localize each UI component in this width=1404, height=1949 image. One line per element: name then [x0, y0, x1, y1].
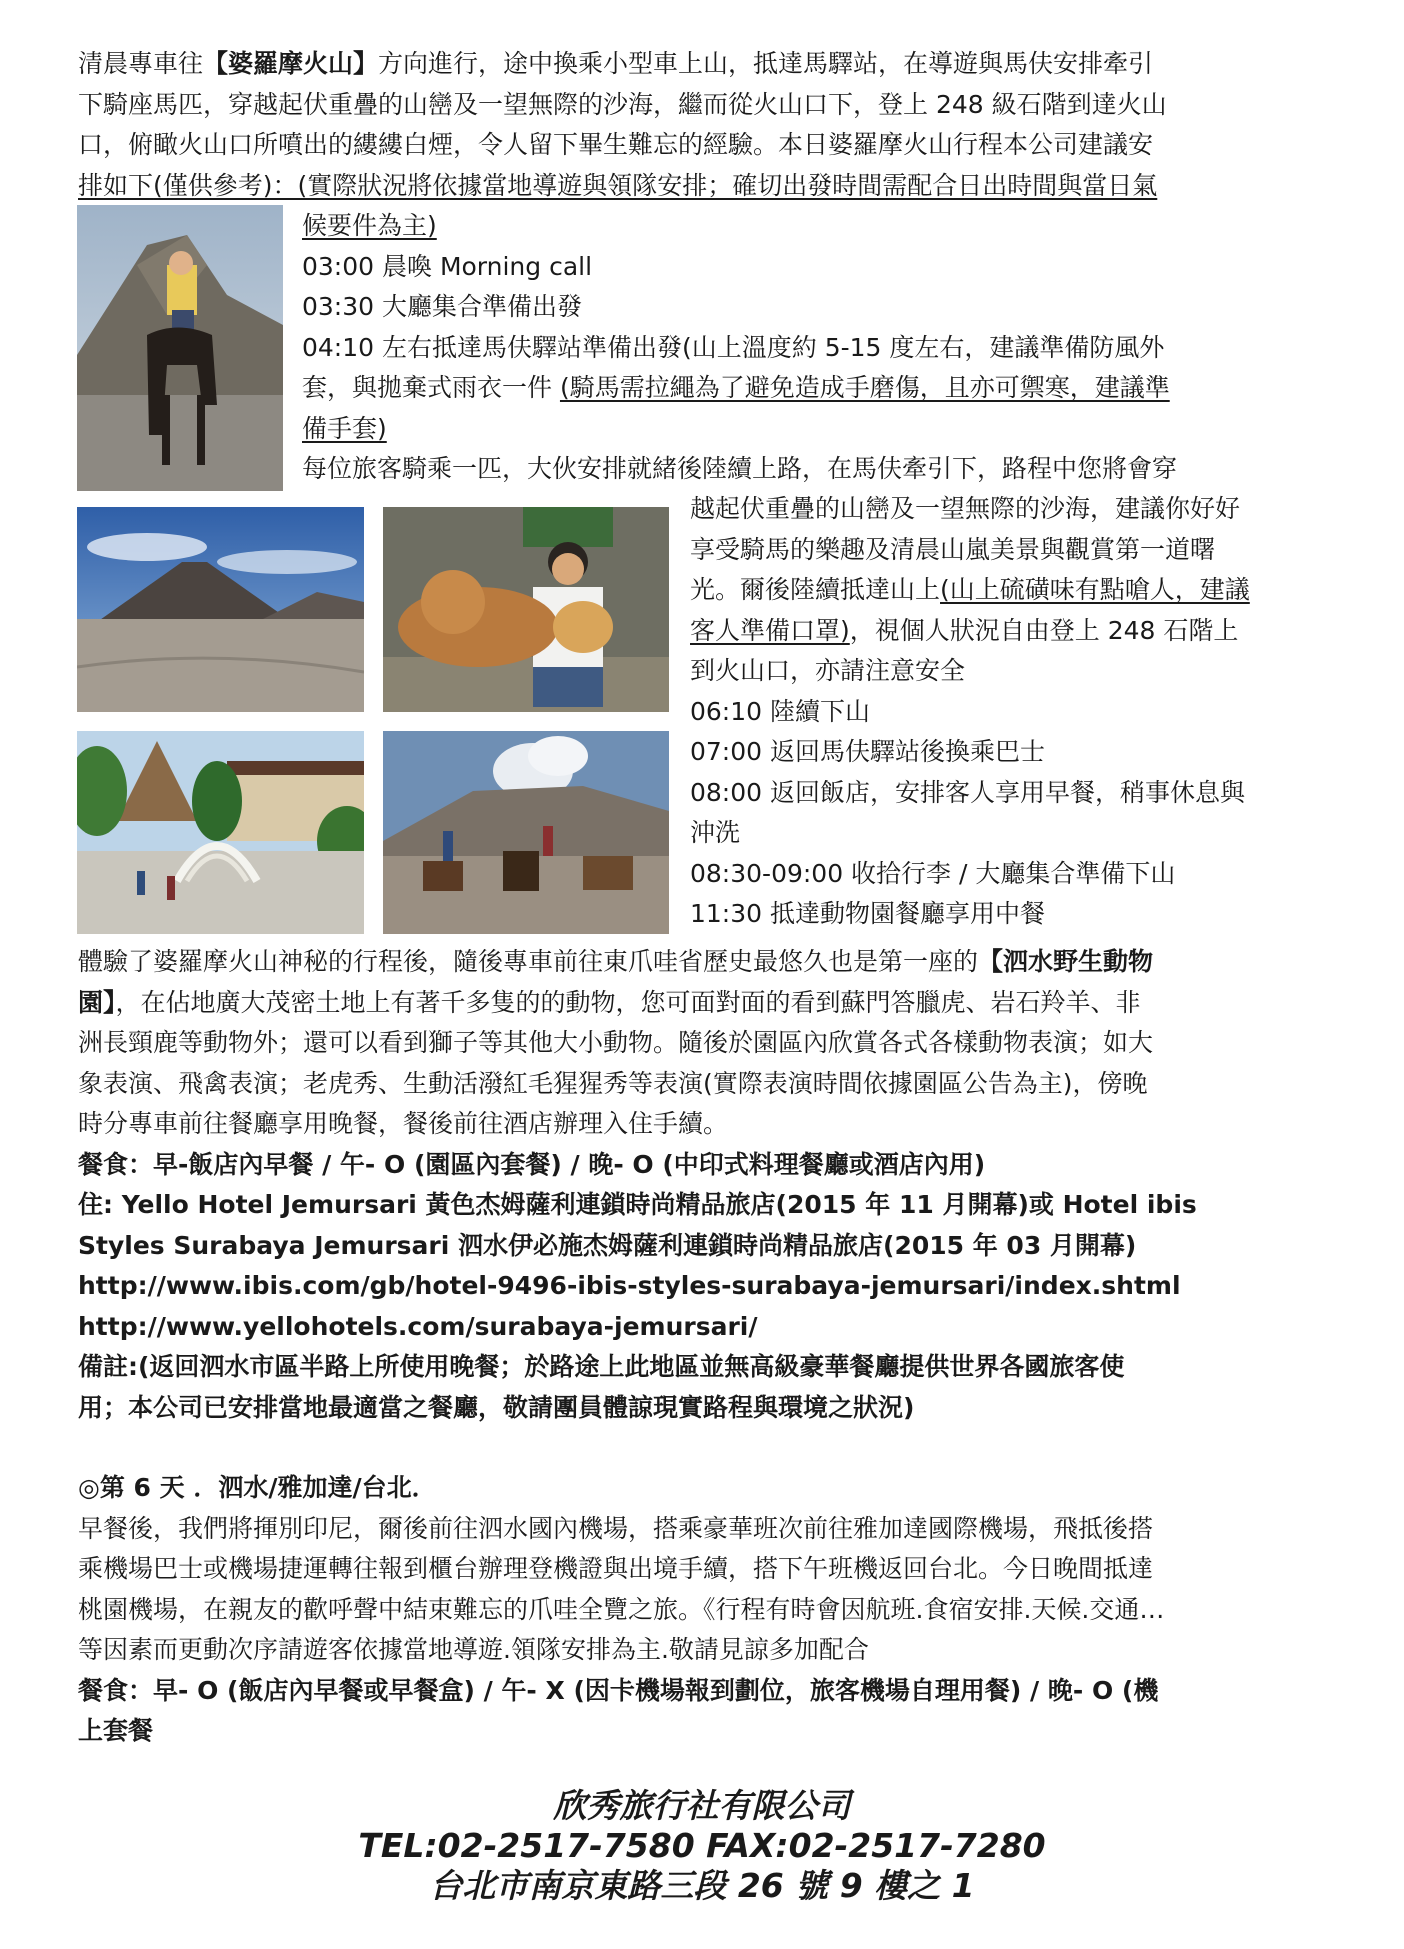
- hotel-url-yello: http://www.yellohotels.com/surabaya-jemursari/: [78, 1311, 758, 1341]
- day5-note-2: 用；本公司已安排當地最適當之餐廳，敬請團員體諒現實路程與環境之狀況): [78, 1392, 915, 1422]
- schedule-morning: [302, 206, 1177, 490]
- ride-cont-2: 享受騎馬的樂趣及清晨山嵐美景與觀賞第一道曙: [690, 534, 1216, 564]
- ride-cont-3: 光。爾後陸續抵達山上(山上硫磺味有點嗆人，建議: [690, 575, 1250, 604]
- zoo-line-4: 象表演、飛禽表演；老虎秀、生動活潑紅毛猩猩秀等表演(實際表演時間依據園區公告為主)，傍晚: [78, 1068, 1148, 1098]
- photo-bromo-volcano: [77, 507, 364, 712]
- schedule-0330: 03:30 大廳集合準備出發: [302, 292, 582, 321]
- photo-zoo-park: [77, 731, 364, 934]
- schedule-1130: 11:30 抵達動物園餐廳享用中餐: [690, 899, 1045, 928]
- photo-lion-cubs: [383, 507, 669, 712]
- ride-cont-4: 客人準備口罩)，視個人狀況自由登上 248 石階上: [690, 615, 1239, 645]
- zoo-line-2: 園】，在佔地廣大茂密土地上有著千多隻的的動物，您可面對面的看到蘇門答臘虎、岩石羚羊、非: [78, 987, 1141, 1017]
- intro-paragraph: [78, 44, 1167, 206]
- schedule-0800: 08:00 返回飯店，安排客人享用早餐，稍事休息與: [690, 777, 1245, 807]
- schedule-0610: 06:10 陸續下山: [690, 696, 870, 726]
- intro-line-3: 口，俯瞰火山口所噴出的縷縷白煙，令人留下畢生難忘的經驗。本日婆羅摩火山行程本公司建議安: [78, 130, 1154, 159]
- intro-line-5: 候要件為主): [302, 211, 437, 240]
- day5-hotel-1: 住: Yello Hotel Jemursari 黃色杰姆薩利連鎖時尚精品旅店(2015 年 11 月開幕)或 Hotel ibis: [78, 1190, 1197, 1219]
- hotel-url-ibis: http://www.ibis.com/gb/hotel-9496-ibis-styles-surabaya-jemursari/index.shtml: [78, 1271, 1181, 1300]
- schedule-summit: [690, 489, 1250, 935]
- schedule-0800-cont: 沖洗: [690, 818, 741, 847]
- schedule-0410: 04:10 左右抵達馬伕驛站準備出發(山上溫度約 5-15 度左右，建議準備防風外: [302, 332, 1165, 362]
- photo-horse-rider: [77, 205, 283, 491]
- day6-line-4: 等因素而更動次序請遊客依據當地導遊.領隊安排為主.敬請見諒多加配合: [78, 1635, 869, 1664]
- intro-line-4: 排如下(僅供參考)：(實際狀況將依據當地導遊與領隊安排；確切出發時間需配合日出時間與當日氣: [78, 170, 1158, 200]
- day5-note-1: 備註:(返回泗水市區半路上所使用晚餐；於路途上此地區並無高級豪華餐廳提供世界各國旅客使: [78, 1352, 1125, 1381]
- schedule-0300: 03:00 晨喚 Morning call: [302, 251, 593, 281]
- company-address: 台北市南京東路三段 26 號 9 樓之 1: [429, 1866, 975, 1905]
- day6-line-1: 早餐後，我們將揮別印尼，爾後前往泗水國內機場，搭乘豪華班次前往雅加達國際機場，飛抵後搭: [78, 1513, 1154, 1543]
- day5-meals: 餐食：早-飯店內早餐 / 午- O (園區內套餐) / 晚- O (中印式料理餐廳或酒店內用): [78, 1149, 986, 1179]
- day6-line-3: 桃園機場，在親友的歡呼聲中結束難忘的爪哇全覽之旅。《行程有時會因航班.食宿安排.天候.交通…: [78, 1594, 1165, 1624]
- zoo-title: 【泗水野生動物: [978, 947, 1154, 976]
- intro-line-2: 下騎座馬匹，穿越起伏重疊的山巒及一望無際的沙海，繼而從火山口下，登上 248 級石階到達火山: [78, 89, 1167, 119]
- day6-meals-2: 上套餐: [78, 1716, 154, 1745]
- schedule-0410-cont: 套，與拋棄式雨衣一件 (騎馬需拉繩為了避免造成手磨傷，且亦可禦寒，建議準: [302, 373, 1170, 402]
- ride-cont-5: 到火山口，亦請注意安全: [690, 656, 966, 685]
- zoo-paragraph: [78, 942, 1197, 1428]
- zoo-line-5: 時分專車前往餐廳享用晚餐，餐後前往酒店辦理入住手續。: [78, 1109, 729, 1138]
- schedule-ride: 每位旅客騎乘一匹，大伙安排就緒後陸續上路，在馬伕牽引下，路程中您將會穿: [302, 454, 1178, 483]
- day6-heading: ◎第 6 天 ．泗水/雅加達/台北．: [78, 1473, 437, 1502]
- schedule-0830: 08:30-09:00 收拾行李 / 大廳集合準備下山: [690, 858, 1176, 888]
- zoo-line-3: 洲長頸鹿等動物外；還可以看到獅子等其他大小動物。隨後於園區內欣賞各式各樣動物表演；如大: [78, 1028, 1154, 1057]
- day6-meals-1: 餐食：早- O (飯店內早餐或早餐盒) / 午- X (因卡機場報到劃位，旅客機場自理用餐) / 晚- O (機: [78, 1675, 1159, 1705]
- intro-line-1: 清晨專車往【婆羅摩火山】方向進行，途中換乘小型車上山，抵達馬驛站，在導遊與馬伕安排牽引: [78, 49, 1154, 78]
- schedule-0410-gloves: 備手套): [302, 413, 387, 443]
- day6-line-2: 乘機場巴士或機場捷運轉往報到櫃台辦理登機證與出境手續，搭下午班機返回台北。今日晚間抵達: [78, 1554, 1154, 1583]
- company-name: 欣秀旅行社有限公司: [553, 1786, 851, 1825]
- day5-hotel-2: Styles Surabaya Jemursari 泗水伊必施杰姆薩利連鎖時尚精品旅店(2015 年 03 月開幕): [78, 1230, 1137, 1260]
- photo-crater-horses: [383, 731, 669, 934]
- zoo-line-1: 體驗了婆羅摩火山神秘的行程後，隨後專車前往東爪哇省歷史最悠久也是第一座的【泗水野生動物: [78, 947, 1154, 976]
- ride-cont-1: 越起伏重疊的山巒及一望無際的沙海，建議你好好: [690, 494, 1241, 523]
- company-contact: TEL:02-2517-7580 FAX:02-2517-7280: [358, 1826, 1046, 1865]
- schedule-0700: 07:00 返回馬伕驛站後換乘巴士: [690, 737, 1045, 766]
- bromo-title: 【婆羅摩火山】: [203, 49, 379, 78]
- day6-section: [78, 1468, 1164, 1752]
